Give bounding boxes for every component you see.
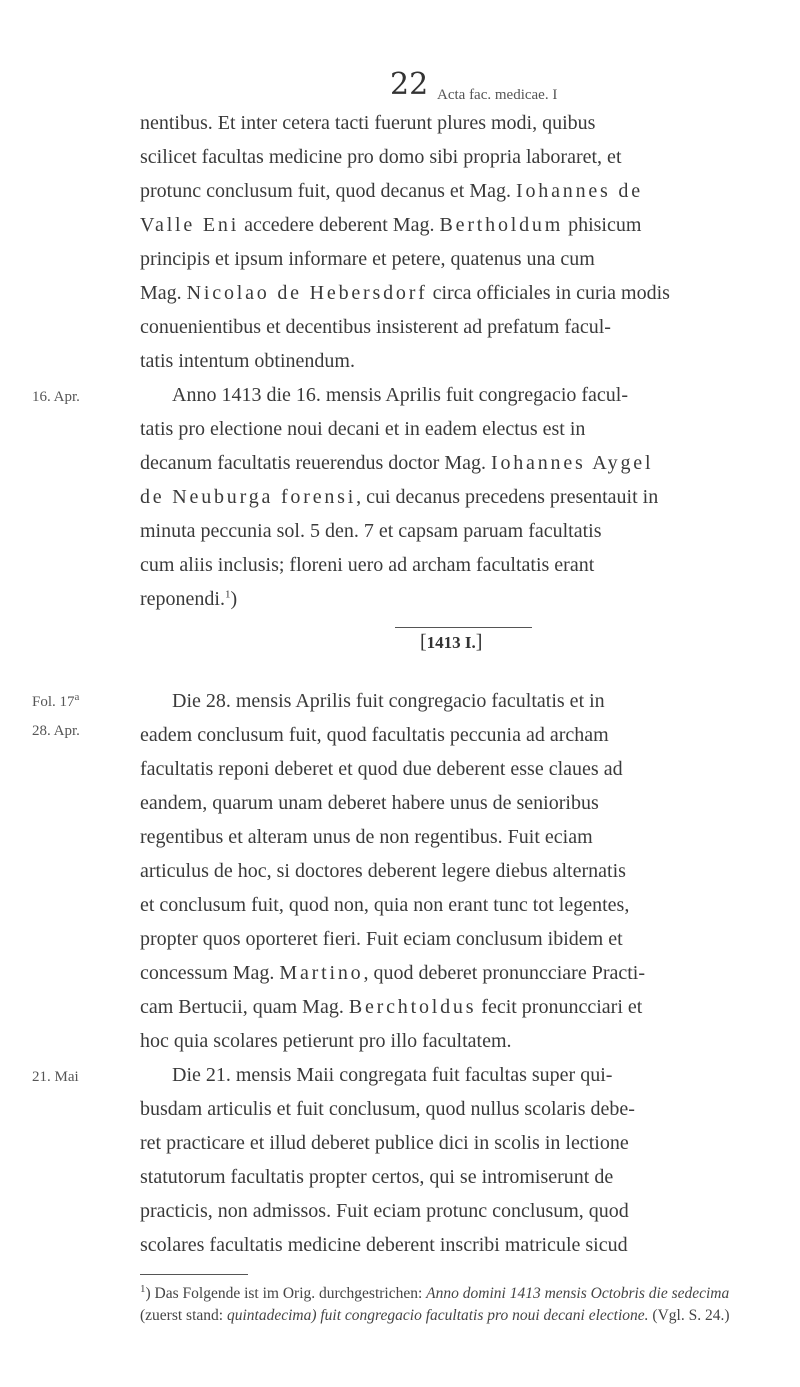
margin-note-folio: Fol. 17$^a$ [32, 691, 80, 710]
text-line: busdam articulis et fuit conclusum, quod nullus scolaris debe- [140, 1098, 635, 1120]
text-line: eandem, quarum unam deberet habere unus de senioribus [140, 792, 599, 814]
text-line: minuta peccunia sol. 5 den. 7 et capsam paruam facultatis [140, 520, 602, 542]
person-name: Berchtoldus [348, 996, 477, 1018]
text-line: Die 28. mensis Aprilis fuit congregacio facultatis et in [172, 690, 605, 712]
section-divider [395, 627, 532, 628]
text-line: Mag. Nicolao de Hebersdorf circa officiales in curia modis [140, 282, 670, 304]
text-line: decanum facultatis reuerendus doctor Mag. Iohannes Aygel [140, 452, 654, 474]
text-line: eadem conclusum fuit, quod facultatis peccunia ad archam [140, 724, 609, 746]
person-name: Nicolao de Hebersdorf [186, 282, 428, 304]
text-line: principis et ipsum informare et petere, quatenus una cum [140, 248, 595, 270]
footnote: $^1$) Das Folgende ist im Orig. durchgestrichen: Anno domini 1413 mensis Octobris die sedecima (zuerst stand: quintadecima) fuit congregacio facultatis pro noui decani electione. (Vgl. S. 24.) [140, 1282, 730, 1324]
text-line: facultatis reponi deberet et quod due deberent esse claues ad [140, 758, 623, 780]
place-name: de Neuburga forensi [140, 486, 357, 508]
running-title: Acta fac. medicae. I [437, 87, 558, 103]
text-line: scilicet facultas medicine pro domo sibi propria laboraret, et [140, 146, 622, 168]
text-line: tatis pro electione noui decani et in eadem electus est in [140, 418, 586, 440]
text-line: protunc conclusum fuit, quod decanus et Mag. Iohannes de [140, 180, 643, 202]
margin-note-date: 21. Mai [32, 1069, 79, 1085]
person-name: Iohannes de [516, 180, 643, 202]
text-line: conuenientibus et decentibus insisterent ad prefatum facul- [140, 316, 611, 338]
text-line: regentibus et alteram unus de non regentibus. Fuit eciam [140, 826, 593, 848]
footnote-ref: 1 [224, 588, 231, 601]
text-line: tatis intentum obtinendum. [140, 350, 355, 372]
margin-note-date: 16. Apr. [32, 389, 80, 405]
text-line: cam Bertucii, quam Mag. Berchtoldus fecit pronuncciari et [140, 996, 643, 1018]
text-line: et conclusum fuit, quod non, quia non erant tunc tot legentes, [140, 894, 630, 916]
person-name: Martino [279, 962, 364, 984]
text-line: scolares facultatis medicine deberent inscribi matricule sicud [140, 1234, 628, 1256]
text-line: ret practicare et illud deberet publice dici in scolis in lectione [140, 1132, 629, 1154]
person-name: Bertholdum [439, 214, 564, 236]
person-name: Iohannes Aygel [490, 452, 654, 474]
text-line: de Neuburga forensi, cui decanus precedens presentauit in [140, 486, 659, 508]
text-line: statutorum facultatis propter certos, qui se intromiserunt de [140, 1166, 614, 1188]
text-line: cum aliis inclusis; floreni uero ad archam facultatis erant [140, 554, 595, 576]
text-line: Valle Eni accedere deberent Mag. Bertholdum phisicum [140, 214, 642, 236]
text-line: reponendi.$^1$) [140, 588, 238, 610]
text-line: nentibus. Et inter cetera tacti fuerunt plures modi, quibus [140, 112, 596, 134]
margin-note-date: 28. Apr. [32, 723, 80, 739]
place-name: Valle Eni [140, 214, 240, 236]
text-line: Anno 1413 die 16. mensis Aprilis fuit congregacio facul- [172, 384, 629, 406]
footnote-divider [140, 1274, 248, 1275]
text-line: practicis, non admissos. Fuit eciam protunc conclusum, quod [140, 1200, 629, 1222]
section-heading: [1413 I.] [420, 631, 483, 653]
text-line: concessum Mag. Martino, quod deberet pronuncciare Practi- [140, 962, 646, 984]
text-line: hoc quia scolares petierunt pro illo facultatem. [140, 1030, 512, 1052]
text-line: Die 21. mensis Maii congregata fuit facultas super qui- [172, 1064, 613, 1086]
text-line: propter quos oporteret fieri. Fuit eciam conclusum ibidem et [140, 928, 623, 950]
text-line: articulus de hoc, si doctores deberent legere diebus alternatis [140, 860, 626, 882]
page-number: 22 [390, 67, 429, 102]
